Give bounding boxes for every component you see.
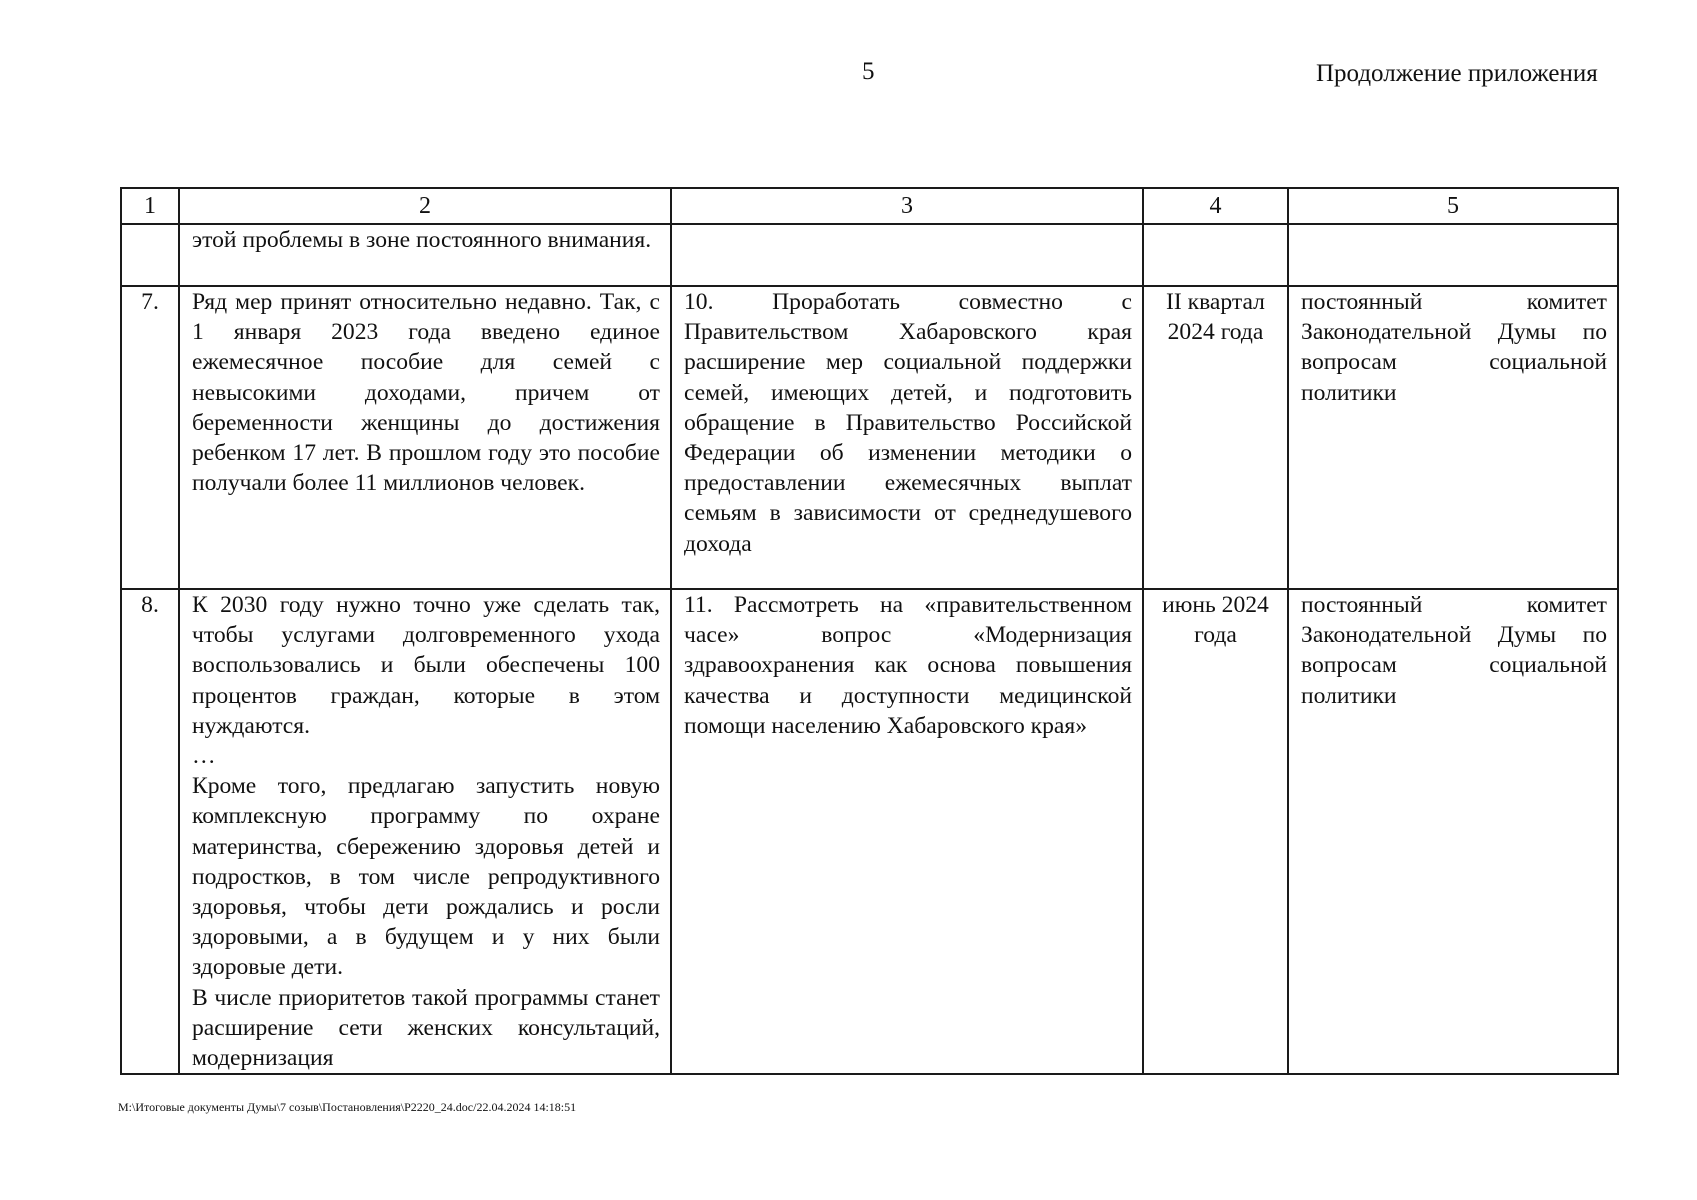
paragraph: постоянный комитет Законодательной Думы по вопросам социальной политики — [1301, 592, 1607, 709]
cell-text — [1288, 286, 1618, 589]
paragraph: 10. Проработать совместно с Правительством Хабаровского края расширение мер социальной поддержки семей, имеющих детей, и подготовить обращение в Правительство Российской Федерации об изменении методики о предоставлении ежемесячных выплат семьям в зависимости от среднедушевого дохода — [684, 289, 1132, 557]
appendix-table — [120, 187, 1619, 1075]
paragraph: 11. Рассмотреть на «правительственном часе» вопрос «Модернизация здравоохранения как основа повышения качества и доступности медицинской помощи населению Хабаровского края» — [684, 592, 1132, 739]
cell-text — [1288, 589, 1618, 1074]
column-header: 5 — [1288, 188, 1618, 224]
cell-text — [179, 589, 671, 1074]
cell-text — [179, 224, 671, 286]
cell-text: июнь 2024 года — [1143, 589, 1288, 1074]
paragraph: Ряд мер принят относительно недавно. Так, с 1 января 2023 года введено единое ежемесячное пособие для семей с невысокими доходами, причем от беременности женщины до достижения ребенком 17 лет. В прошлом году это пособие получали более 11 миллионов человек. — [192, 289, 660, 497]
cell-text — [671, 224, 1143, 286]
paragraph: постоянный комитет Законодательной Думы по вопросам социальной политики — [1301, 289, 1607, 406]
continuation-label: Продолжение приложения — [1316, 60, 1598, 87]
cell-text: II квартал 2024 года — [1143, 286, 1288, 589]
table-row — [121, 286, 1618, 589]
paragraph: В числе приоритетов такой программы станет расширение сети женских консультаций, модернизация — [192, 984, 660, 1072]
column-header: 4 — [1143, 188, 1288, 224]
cell-text — [671, 589, 1143, 1074]
row-number — [121, 224, 179, 286]
column-header: 2 — [179, 188, 671, 224]
paragraph: этой проблемы в зоне постоянного внимания. — [192, 227, 652, 253]
column-header: 1 — [121, 188, 179, 224]
page-number: 5 — [862, 58, 875, 85]
table-row — [121, 224, 1618, 286]
cell-text — [1288, 224, 1618, 286]
file-path-footer: M:\Итоговые документы Думы\7 созыв\Постановления\P2220_24.doc/22.04.2024 14:18:51 — [118, 1100, 577, 1114]
table-header-row — [121, 188, 1618, 224]
row-number: 8. — [121, 589, 179, 1074]
paragraph: К 2030 году нужно точно уже сделать так, чтобы услугами долговременного ухода воспользовались и были обеспечены 100 процентов граждан, которые в этом нуждаются. — [192, 592, 660, 739]
column-header: 3 — [671, 188, 1143, 224]
cell-text — [179, 286, 671, 589]
cell-text — [671, 286, 1143, 589]
paragraph: Кроме того, предлагаю запустить новую комплексную программу по охране материнства, сбережению здоровья детей и подростков, в том числе репродуктивного здоровья, чтобы дети рождались и росли здоровыми, а в будущем и у них были здоровые дети. — [192, 773, 660, 981]
paragraph: … — [192, 743, 216, 770]
table-row — [121, 589, 1618, 1074]
cell-text — [1143, 224, 1288, 286]
row-number: 7. — [121, 286, 179, 589]
